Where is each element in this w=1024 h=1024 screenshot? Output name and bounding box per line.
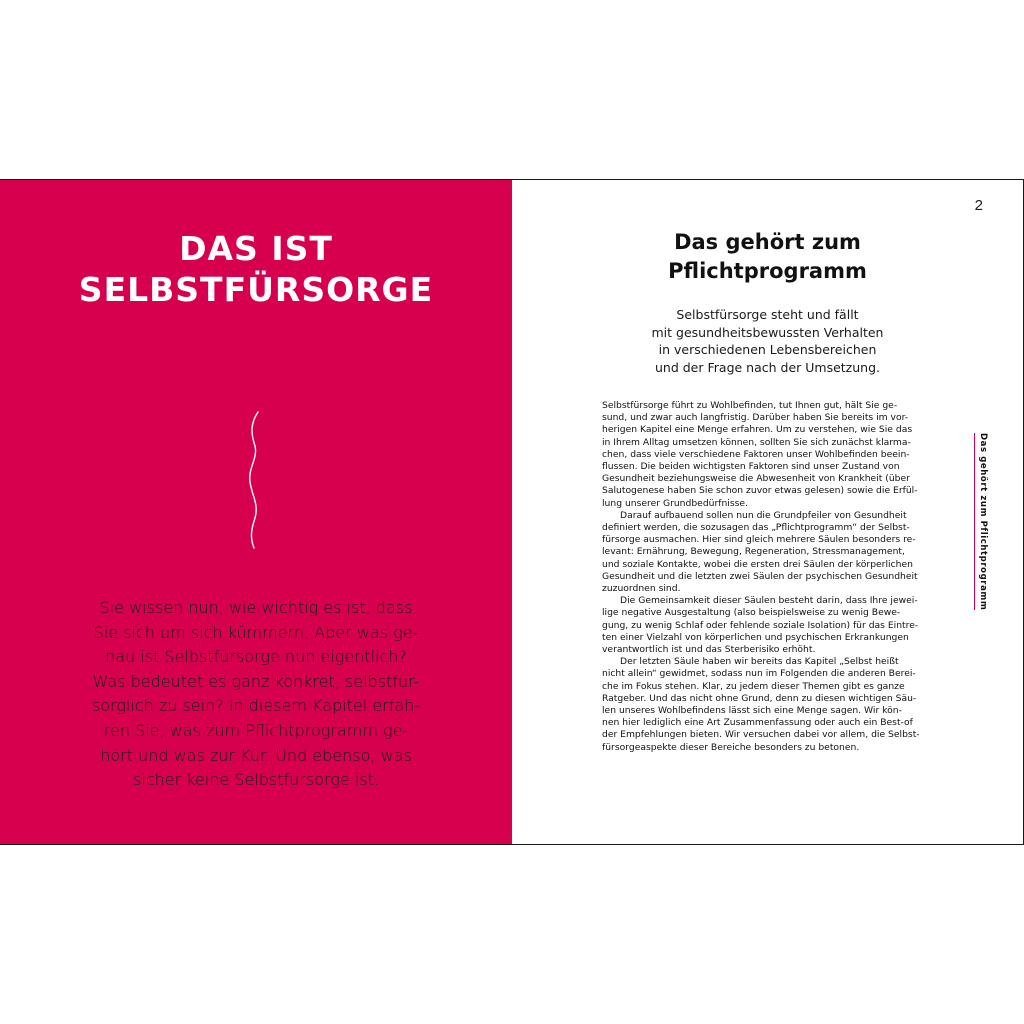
intro-line: nau ist Selbstfürsorge nun eigentlich? bbox=[105, 647, 407, 667]
body-line: Selbstfürsorge führt zu Wohlbefinden, tut Ihnen gut, hält Sie ge- bbox=[602, 400, 898, 411]
body-line: sund, und zwar auch langfristig. Darüber haben Sie bereits im vor- bbox=[602, 412, 909, 424]
body-line: verantwortlich ist und das Sterberisiko erhöht. bbox=[602, 644, 816, 656]
body-line: Ratgeber. Und das nicht ohne Grund, denn zu diesen wichtigen Säu- bbox=[602, 692, 917, 704]
right-page bbox=[512, 180, 1024, 844]
body-line: chen, dass viele verschiedene Faktoren unser Wohlbefinden beein- bbox=[602, 448, 910, 460]
body-line: Darauf aufbauend sollen nun die Grundpfeiler von Gesundheit bbox=[620, 509, 907, 521]
section-title-line: Das gehört zum bbox=[674, 230, 861, 254]
body-line: che im Fokus stehen. Klar, zu jedem dieser Themen gibt es ganze bbox=[602, 680, 905, 692]
body-line: lige negative Ausgestaltung (also beispielsweise zu wenig Bewe- bbox=[602, 607, 901, 619]
body-line: in Ihrem Alltag umsetzen können, sollten Sie sich zunächst klarma- bbox=[602, 436, 911, 448]
book-spread bbox=[0, 179, 1024, 845]
subtitle-line: Selbstfürsorge steht und fällt bbox=[676, 307, 859, 322]
subtitle-line: in verschiedenen Lebensbereichen bbox=[658, 342, 877, 357]
section-subtitle bbox=[512, 306, 1023, 376]
body-line: Gesundheit und die letzten zwei Säulen der psychischen Gesundheit bbox=[602, 570, 918, 582]
body-line: nen hier lediglich eine Art Zusammenfassung oder auch ein Best-of bbox=[602, 717, 913, 729]
body-line: und soziale Kontakte, wobei die ersten drei Säulen der körperlichen bbox=[602, 558, 913, 570]
body-line: Der letzten Säule haben wir bereits das Kapitel „Selbst heißt bbox=[620, 656, 899, 668]
body-line: Salutogenese haben Sie schon zuvor etwas gelesen) sowie die Erfül- bbox=[602, 485, 918, 497]
left-page bbox=[0, 180, 512, 844]
chapter-title bbox=[0, 228, 512, 310]
chapter-title-line: DAS IST bbox=[179, 229, 333, 268]
body-line: herigen Kapitel eine Menge erfahren. Um zu verstehen, wie Sie das bbox=[602, 424, 913, 436]
intro-line: sicher keine Selbstfürsorge ist. bbox=[133, 770, 379, 790]
body-line: nicht allein“ gewidmet, sodass nun im Folgenden die anderen Berei- bbox=[602, 668, 916, 680]
body-line: flussen. Die beiden wichtigsten Faktoren sind unser Zustand von bbox=[602, 461, 900, 473]
subtitle-line: mit gesundheitsbewussten Verhalten bbox=[651, 324, 884, 340]
body-line: zuzuordnen sind. bbox=[602, 583, 681, 595]
body-line: fürsorgeaspekte dieser Bereiche besonders zu betonen. bbox=[602, 741, 860, 753]
subtitle-line: und der Frage nach der Umsetzung. bbox=[655, 359, 880, 375]
intro-line: hört und was zur Kür. Und ebenso, was bbox=[100, 745, 412, 765]
body-line: ten einer Vielzahl von körperlichen und psychischen Erkrankungen bbox=[602, 631, 909, 643]
body-line: gung, zu wenig Schlaf oder fehlende soziale Isolation) für das Eintre- bbox=[602, 619, 919, 631]
section-title bbox=[512, 228, 1023, 286]
body-line: fürsorge ausmachen. Hier sind gleich mehrere Säulen besonders re- bbox=[602, 534, 916, 546]
chapter-title-line: SELBSTFÜRSORGE bbox=[78, 270, 434, 309]
page-number: 2 bbox=[974, 197, 983, 214]
body-line: levant: Ernährung, Bewegung, Regeneration, Stressmanagement, bbox=[602, 546, 905, 558]
squiggle-decoration bbox=[238, 410, 272, 550]
intro-line: Sie wissen nun, wie wichtig es ist, dass bbox=[99, 598, 413, 617]
body-line: der Empfehlungen bieten. Wir versuchen dabei vor allem, die Selbst- bbox=[602, 729, 920, 741]
body-line: definiert werden, die sozusagen das „Pflichtprogramm“ der Selbst- bbox=[602, 522, 910, 534]
body-line: len unseres Wohlbefindens lässt sich eine Menge sagen. Wir kön- bbox=[602, 705, 902, 717]
intro-line: sorglich zu sein? In diesem Kapitel erfah- bbox=[91, 696, 421, 716]
intro-line: Was bedeutet es ganz konkret, selbstfür- bbox=[92, 671, 420, 691]
body-text bbox=[602, 400, 948, 754]
body-line: Gesundheit beziehungsweise die Abwesenheit von Krankheit (über bbox=[602, 473, 910, 485]
running-head: Das gehört zum Pflichtprogramm bbox=[974, 433, 988, 610]
intro-line: Sie sich um sich kümmern. Aber was ge- bbox=[93, 622, 419, 642]
intro-line: ren Sie, was zum Pflichtprogramm ge- bbox=[103, 720, 409, 740]
body-line: lung unserer Grundbedürfnisse. bbox=[602, 497, 749, 509]
section-title-line: Pflichtprogramm bbox=[668, 259, 867, 283]
body-line: Die Gemeinsamkeit dieser Säulen besteht darin, dass Ihre jewei- bbox=[620, 595, 918, 607]
chapter-intro bbox=[80, 596, 432, 793]
